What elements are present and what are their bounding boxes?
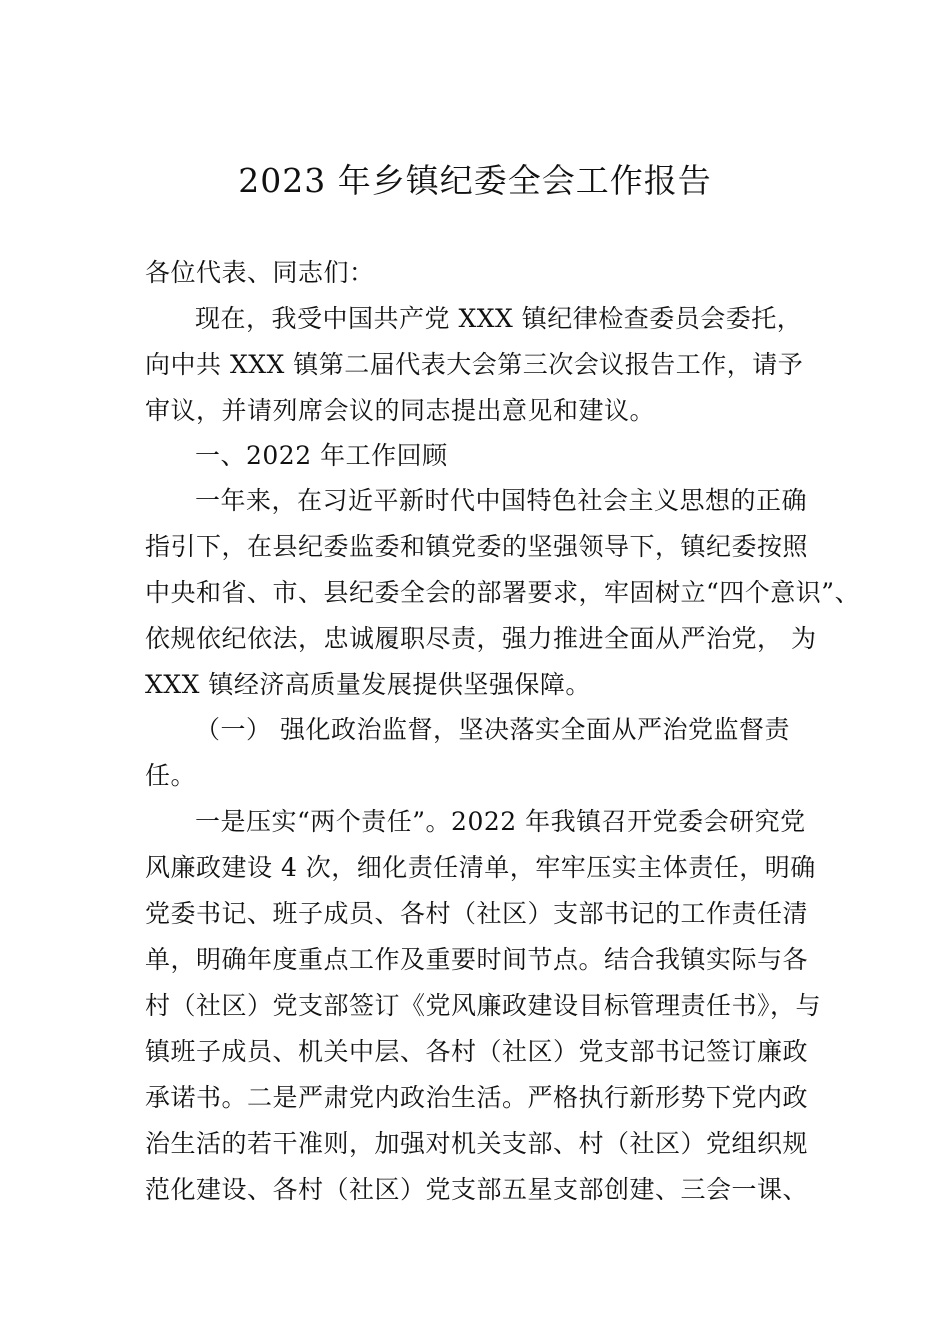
paragraph-line: 承诺书。二是严肃党内政治生活。严格执行新形势下党内政 <box>145 1083 809 1112</box>
paragraph-line: 一是压实“两个责任”。2022 年我镇召开党委会研究党 <box>195 807 806 836</box>
paragraph-line: 村（社区）党支部签订《党风廉政建设目标管理责任书》，与 <box>145 991 822 1020</box>
paragraph-line: 审议，并请列席会议的同志提出意见和建议。 <box>145 396 656 425</box>
subsection-heading: （一） 强化政治监督，坚决落实全面从严治党监督责 <box>195 715 790 744</box>
paragraph-line: 镇班子成员、机关中层、各村（社区）党支部书记签订廉政 <box>145 1037 809 1066</box>
subsection-heading-continued: 任。 <box>145 761 197 790</box>
document-title: 2023 年乡镇纪委全会工作报告 <box>238 161 712 200</box>
paragraph-line: 现在，我受中国共产党 XXX 镇纪律检查委员会委托， <box>195 304 803 333</box>
paragraph-line: 依规依纪依法，忠诚履职尽责，强力推进全面从严治党， 为 <box>145 624 817 653</box>
paragraph-line: 风廉政建设 4 次，细化责任清单，牢牢压实主体责任，明确 <box>145 853 816 882</box>
paragraph-line: 一年来，在习近平新时代中国特色社会主义思想的正确 <box>195 486 808 515</box>
paragraph-line: 指引下，在县纪委监委和镇党委的坚强领导下，镇纪委按照 <box>145 532 809 561</box>
salutation-line: 各位代表、同志们： <box>145 258 375 287</box>
paragraph-line: 范化建设、各村（社区）党支部五星支部创建、三会一课、 <box>145 1175 809 1204</box>
paragraph-line: 党委书记、班子成员、各村（社区）支部书记的工作责任清 <box>145 899 809 928</box>
paragraph-line: 单，明确年度重点工作及重要时间节点。结合我镇实际与各 <box>145 945 809 974</box>
paragraph-line: XXX 镇经济高质量发展提供坚强保障。 <box>145 670 591 699</box>
paragraph-line: 中央和省、市、县纪委全会的部署要求，牢固树立“四个意识”、 <box>145 578 861 607</box>
section-heading: 一、2022 年工作回顾 <box>195 441 448 470</box>
paragraph-line: 向中共 XXX 镇第二届代表大会第三次会议报告工作，请予 <box>145 350 804 379</box>
paragraph-line: 治生活的若干准则，加强对机关支部、村（社区）党组织规 <box>145 1129 809 1158</box>
